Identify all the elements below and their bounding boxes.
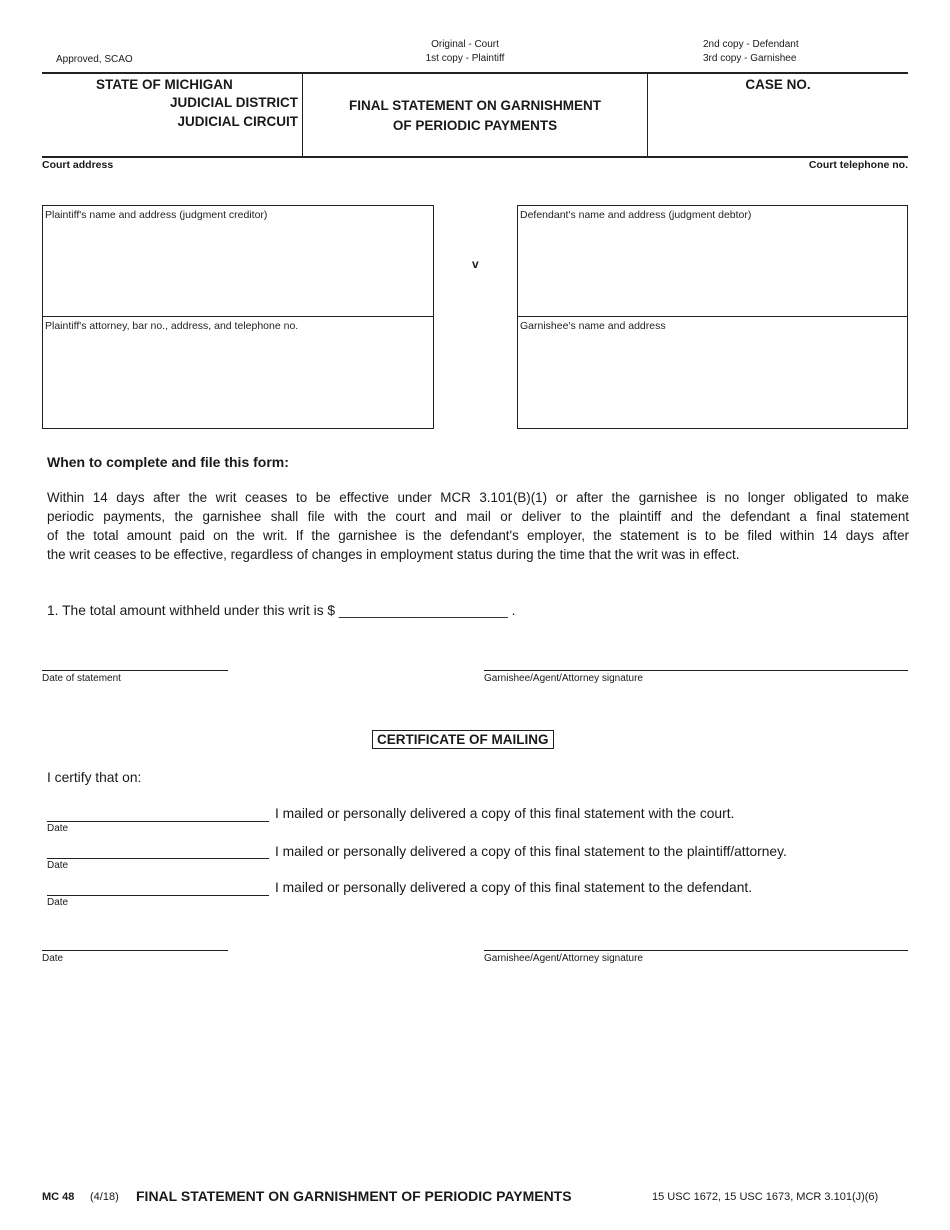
- statement-date-label: Date of statement: [42, 673, 121, 684]
- versus-label: v: [472, 257, 479, 271]
- copies-right-1: 2nd copy - Defendant: [703, 39, 799, 50]
- instructions-heading: When to complete and file this form:: [47, 454, 289, 470]
- statement-date-line[interactable]: [42, 670, 228, 671]
- caption-bottom-rule: [42, 156, 908, 158]
- instructions-line-1: Within 14 days after the writ ceases to be effective under MCR 3.101(B)(1) or after the garnishee is no longer obligated to make: [47, 490, 909, 505]
- mailing-date-label-defendant: Date: [47, 897, 69, 908]
- certificate-intro: I certify that on:: [47, 770, 142, 785]
- court-telephone-label: Court telephone no.: [808, 159, 908, 171]
- certificate-title: CERTIFICATE OF MAILING: [372, 730, 554, 749]
- court-address-label: Court address: [42, 159, 114, 171]
- footer-revision: (4/18): [90, 1191, 119, 1203]
- case-no-field[interactable]: [652, 95, 902, 151]
- approved-text: Approved, SCAO: [56, 54, 133, 65]
- plaintiff-attorney-label: Plaintiff's attorney, bar no., address, and telephone no.: [45, 320, 299, 332]
- certificate-signature-label: Garnishee/Agent/Attorney signature: [484, 953, 643, 964]
- mailing-statement-court: I mailed or personally delivered a copy of this final statement with the court.: [275, 806, 735, 821]
- mailing-date-label-court: Date: [47, 823, 69, 834]
- mailing-statement-defendant: I mailed or personally delivered a copy of this final statement to the defendant.: [275, 880, 753, 895]
- copies-center-2: 1st copy - Plaintiff: [425, 53, 505, 64]
- instructions-line-2: periodic payments, the garnishee shall file with the court and mail or deliver to the plaintiff and the defendant a final statement: [47, 509, 909, 524]
- instructions-line-3: of the total amount paid on the writ. If the garnishee is the defendant's employer, the statement is to be filed within 14 days after: [47, 528, 909, 543]
- statement-signature-line[interactable]: [484, 670, 908, 671]
- case-no-label: CASE NO.: [745, 77, 811, 92]
- copies-center-1: Original - Court: [431, 39, 499, 50]
- caption-top-rule: [42, 72, 908, 74]
- mailing-date-line-court[interactable]: [47, 821, 269, 822]
- plaintiff-attorney-field[interactable]: [42, 316, 434, 429]
- plaintiff-field[interactable]: [42, 205, 434, 317]
- caption-divider-left: [302, 73, 303, 156]
- garnishee-label: Garnishee's name and address: [520, 320, 666, 332]
- certificate-date-label: Date: [42, 953, 64, 964]
- garnishee-field[interactable]: [517, 316, 908, 429]
- statement-signature-label: Garnishee/Agent/Attorney signature: [484, 673, 643, 684]
- defendant-field[interactable]: [517, 205, 908, 317]
- judicial-circuit-label: JUDICIAL CIRCUIT: [177, 114, 298, 129]
- certificate-signature-line[interactable]: [484, 950, 908, 951]
- mailing-statement-plaintiff: I mailed or personally delivered a copy of this final statement to the plaintiff/attorney.: [275, 844, 787, 859]
- plaintiff-label: Plaintiff's name and address (judgment creditor): [45, 209, 268, 221]
- footer-form-number: MC 48: [42, 1191, 75, 1203]
- instructions-line-4: the writ ceases to be effective, regardless of changes in employment status during the time that the writ was in effect.: [47, 547, 740, 562]
- form-title-line2: OF PERIODIC PAYMENTS: [392, 118, 558, 133]
- footer-citations: 15 USC 1672, 15 USC 1673, MCR 3.101(J)(6): [652, 1191, 879, 1203]
- defendant-label: Defendant's name and address (judgment debtor): [520, 209, 752, 221]
- footer-title: FINAL STATEMENT ON GARNISHMENT OF PERIODIC PAYMENTS: [136, 1188, 572, 1204]
- mailing-date-line-plaintiff[interactable]: [47, 858, 269, 859]
- mailing-date-label-plaintiff: Date: [47, 860, 69, 871]
- copies-right-2: 3rd copy - Garnishee: [703, 53, 797, 64]
- judicial-district-label: JUDICIAL DISTRICT: [169, 95, 298, 110]
- total-withheld-input[interactable]: [378, 600, 562, 618]
- mailing-date-line-defendant[interactable]: [47, 895, 269, 896]
- instructions-body: [47, 488, 909, 564]
- form-title-line1: FINAL STATEMENT ON GARNISHMENT: [349, 98, 601, 113]
- total-withheld-statement: 1. The total amount withheld under this writ is $ ______________________ .: [47, 603, 516, 618]
- certificate-date-line[interactable]: [42, 950, 228, 951]
- state-label: STATE OF MICHIGAN: [96, 77, 233, 92]
